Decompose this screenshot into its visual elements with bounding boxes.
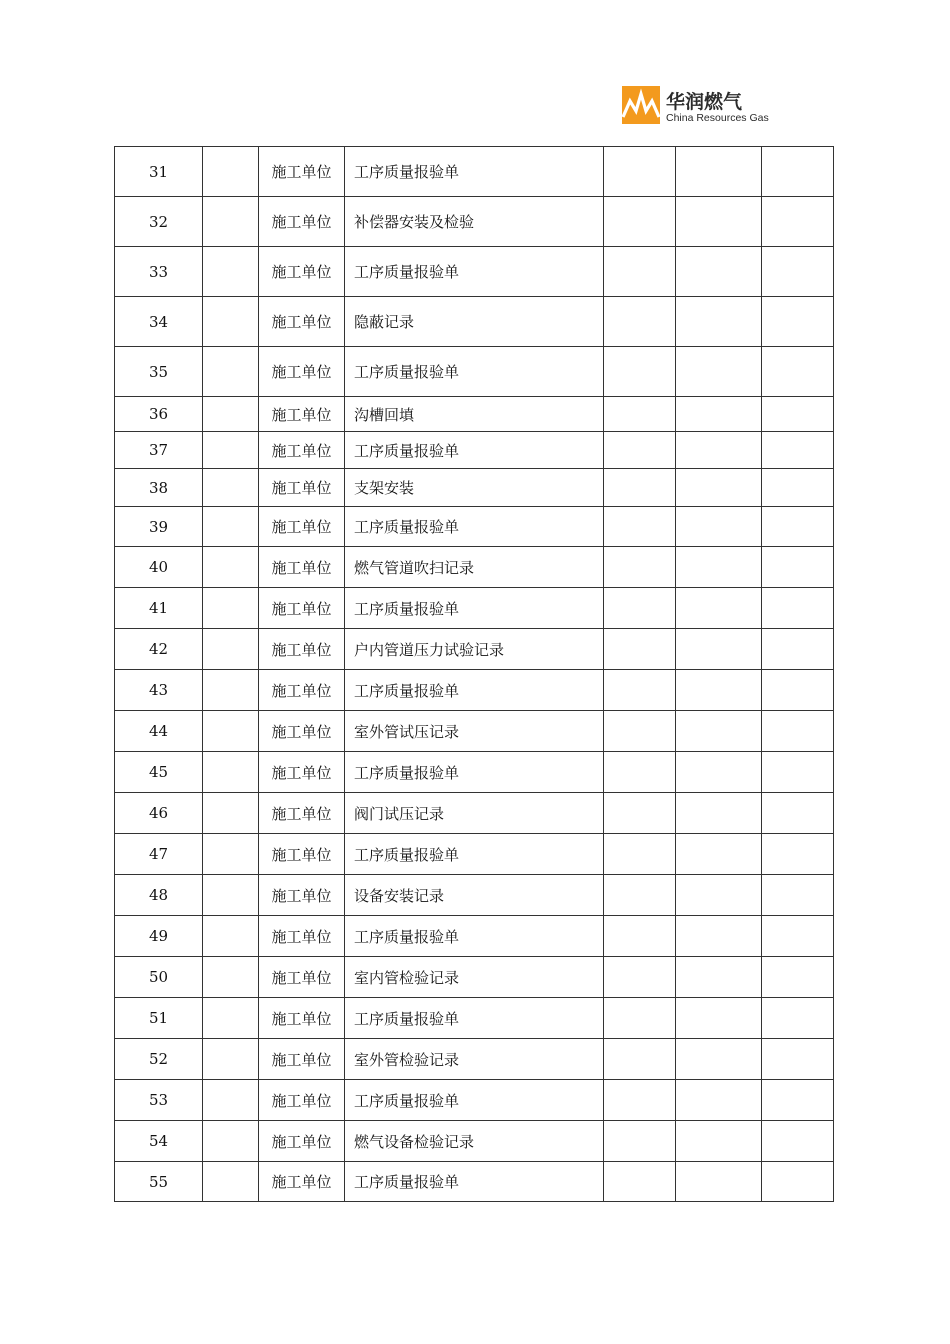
blank-cell xyxy=(604,1121,676,1162)
responsible-unit: 施工单位 xyxy=(259,469,345,507)
record-name: 工序质量报验单 xyxy=(345,998,604,1039)
blank-cell xyxy=(604,588,676,629)
blank-cell xyxy=(203,834,259,875)
blank-cell xyxy=(604,998,676,1039)
blank-cell xyxy=(604,397,676,432)
blank-cell xyxy=(762,793,834,834)
blank-cell xyxy=(676,1121,762,1162)
responsible-unit: 施工单位 xyxy=(259,793,345,834)
record-name: 补偿器安装及检验 xyxy=(345,197,604,247)
blank-cell xyxy=(676,247,762,297)
record-name: 工序质量报验单 xyxy=(345,247,604,297)
responsible-unit: 施工单位 xyxy=(259,432,345,469)
blank-cell xyxy=(676,998,762,1039)
row-number: 50 xyxy=(115,957,203,998)
record-name: 隐蔽记录 xyxy=(345,297,604,347)
blank-cell xyxy=(203,347,259,397)
blank-cell xyxy=(676,629,762,670)
record-name: 工序质量报验单 xyxy=(345,670,604,711)
responsible-unit: 施工单位 xyxy=(259,247,345,297)
blank-cell xyxy=(203,297,259,347)
blank-cell xyxy=(203,875,259,916)
table-row xyxy=(115,629,834,670)
responsible-unit: 施工单位 xyxy=(259,711,345,752)
blank-cell xyxy=(676,957,762,998)
blank-cell xyxy=(676,547,762,588)
table-row xyxy=(115,916,834,957)
record-name: 沟槽回填 xyxy=(345,397,604,432)
row-number: 37 xyxy=(115,432,203,469)
responsible-unit: 施工单位 xyxy=(259,1080,345,1121)
responsible-unit: 施工单位 xyxy=(259,957,345,998)
blank-cell xyxy=(604,197,676,247)
record-name: 工序质量报验单 xyxy=(345,1080,604,1121)
blank-cell xyxy=(203,197,259,247)
row-number: 39 xyxy=(115,507,203,547)
blank-cell xyxy=(203,1121,259,1162)
table-row xyxy=(115,957,834,998)
record-name: 室外管检验记录 xyxy=(345,1039,604,1080)
responsible-unit: 施工单位 xyxy=(259,347,345,397)
table-row xyxy=(115,247,834,297)
blank-cell xyxy=(604,793,676,834)
blank-cell xyxy=(762,197,834,247)
blank-cell xyxy=(203,1039,259,1080)
responsible-unit: 施工单位 xyxy=(259,629,345,670)
blank-cell xyxy=(762,507,834,547)
table-row xyxy=(115,711,834,752)
record-name: 工序质量报验单 xyxy=(345,147,604,197)
row-number: 46 xyxy=(115,793,203,834)
blank-cell xyxy=(203,247,259,297)
blank-cell xyxy=(762,547,834,588)
blank-cell xyxy=(604,247,676,297)
blank-cell xyxy=(676,197,762,247)
blank-cell xyxy=(762,397,834,432)
blank-cell xyxy=(676,834,762,875)
table-row xyxy=(115,1039,834,1080)
table-row xyxy=(115,432,834,469)
table-row xyxy=(115,507,834,547)
blank-cell xyxy=(762,1039,834,1080)
blank-cell xyxy=(203,998,259,1039)
blank-cell xyxy=(604,297,676,347)
record-name: 工序质量报验单 xyxy=(345,834,604,875)
responsible-unit: 施工单位 xyxy=(259,834,345,875)
blank-cell xyxy=(762,1121,834,1162)
table-row xyxy=(115,875,834,916)
blank-cell xyxy=(762,432,834,469)
blank-cell xyxy=(203,752,259,793)
record-name: 阀门试压记录 xyxy=(345,793,604,834)
blank-cell xyxy=(676,711,762,752)
record-name: 工序质量报验单 xyxy=(345,1162,604,1202)
table-row xyxy=(115,147,834,197)
table-row xyxy=(115,1162,834,1202)
blank-cell xyxy=(762,916,834,957)
record-name: 设备安装记录 xyxy=(345,875,604,916)
china-resources-mountain-icon xyxy=(622,86,660,124)
blank-cell xyxy=(203,588,259,629)
record-name: 燃气管道吹扫记录 xyxy=(345,547,604,588)
row-number: 44 xyxy=(115,711,203,752)
blank-cell xyxy=(604,507,676,547)
responsible-unit: 施工单位 xyxy=(259,916,345,957)
blank-cell xyxy=(676,432,762,469)
blank-cell xyxy=(203,916,259,957)
record-name: 室内管检验记录 xyxy=(345,957,604,998)
row-number: 43 xyxy=(115,670,203,711)
responsible-unit: 施工单位 xyxy=(259,875,345,916)
blank-cell xyxy=(676,670,762,711)
blank-cell xyxy=(676,397,762,432)
table-row xyxy=(115,998,834,1039)
blank-cell xyxy=(762,711,834,752)
record-name: 工序质量报验单 xyxy=(345,916,604,957)
blank-cell xyxy=(604,547,676,588)
table-row xyxy=(115,793,834,834)
blank-cell xyxy=(203,432,259,469)
blank-cell xyxy=(762,875,834,916)
row-number: 55 xyxy=(115,1162,203,1202)
table-row xyxy=(115,547,834,588)
row-number: 48 xyxy=(115,875,203,916)
blank-cell xyxy=(604,1162,676,1202)
records-table-body xyxy=(115,147,834,1202)
blank-cell xyxy=(676,588,762,629)
blank-cell xyxy=(676,469,762,507)
row-number: 36 xyxy=(115,397,203,432)
blank-cell xyxy=(762,347,834,397)
blank-cell xyxy=(676,147,762,197)
responsible-unit: 施工单位 xyxy=(259,297,345,347)
blank-cell xyxy=(604,1039,676,1080)
row-number: 51 xyxy=(115,998,203,1039)
blank-cell xyxy=(604,752,676,793)
blank-cell xyxy=(604,875,676,916)
table-row xyxy=(115,1080,834,1121)
blank-cell xyxy=(604,670,676,711)
blank-cell xyxy=(762,1080,834,1121)
responsible-unit: 施工单位 xyxy=(259,1121,345,1162)
row-number: 31 xyxy=(115,147,203,197)
row-number: 54 xyxy=(115,1121,203,1162)
row-number: 45 xyxy=(115,752,203,793)
blank-cell xyxy=(762,670,834,711)
responsible-unit: 施工单位 xyxy=(259,1039,345,1080)
row-number: 32 xyxy=(115,197,203,247)
table-row xyxy=(115,752,834,793)
row-number: 52 xyxy=(115,1039,203,1080)
table-row xyxy=(115,670,834,711)
records-table xyxy=(114,146,834,1202)
blank-cell xyxy=(676,1039,762,1080)
blank-cell xyxy=(604,916,676,957)
blank-cell xyxy=(203,670,259,711)
company-logo xyxy=(622,86,782,136)
blank-cell xyxy=(203,629,259,670)
responsible-unit: 施工单位 xyxy=(259,998,345,1039)
record-name: 燃气设备检验记录 xyxy=(345,1121,604,1162)
blank-cell xyxy=(762,834,834,875)
record-name: 工序质量报验单 xyxy=(345,588,604,629)
record-name: 工序质量报验单 xyxy=(345,507,604,547)
blank-cell xyxy=(203,1162,259,1202)
blank-cell xyxy=(604,957,676,998)
blank-cell xyxy=(762,297,834,347)
blank-cell xyxy=(762,629,834,670)
row-number: 47 xyxy=(115,834,203,875)
row-number: 34 xyxy=(115,297,203,347)
blank-cell xyxy=(203,711,259,752)
row-number: 49 xyxy=(115,916,203,957)
blank-cell xyxy=(203,507,259,547)
blank-cell xyxy=(676,752,762,793)
table-row xyxy=(115,197,834,247)
row-number: 38 xyxy=(115,469,203,507)
table-row xyxy=(115,834,834,875)
logo-english-name: China Resources Gas xyxy=(666,112,769,124)
blank-cell xyxy=(762,752,834,793)
record-name: 工序质量报验单 xyxy=(345,752,604,793)
blank-cell xyxy=(676,793,762,834)
blank-cell xyxy=(676,347,762,397)
responsible-unit: 施工单位 xyxy=(259,507,345,547)
blank-cell xyxy=(762,957,834,998)
blank-cell xyxy=(762,147,834,197)
blank-cell xyxy=(676,1162,762,1202)
table-row xyxy=(115,588,834,629)
blank-cell xyxy=(203,147,259,197)
blank-cell xyxy=(604,1080,676,1121)
responsible-unit: 施工单位 xyxy=(259,197,345,247)
table-row xyxy=(115,297,834,347)
record-name: 工序质量报验单 xyxy=(345,432,604,469)
blank-cell xyxy=(676,916,762,957)
record-name: 工序质量报验单 xyxy=(345,347,604,397)
blank-cell xyxy=(604,147,676,197)
table-row xyxy=(115,347,834,397)
responsible-unit: 施工单位 xyxy=(259,670,345,711)
table-row xyxy=(115,1121,834,1162)
blank-cell xyxy=(604,629,676,670)
responsible-unit: 施工单位 xyxy=(259,588,345,629)
blank-cell xyxy=(676,875,762,916)
row-number: 35 xyxy=(115,347,203,397)
blank-cell xyxy=(676,297,762,347)
blank-cell xyxy=(762,998,834,1039)
row-number: 40 xyxy=(115,547,203,588)
row-number: 42 xyxy=(115,629,203,670)
responsible-unit: 施工单位 xyxy=(259,1162,345,1202)
responsible-unit: 施工单位 xyxy=(259,547,345,588)
blank-cell xyxy=(762,247,834,297)
blank-cell xyxy=(203,957,259,998)
responsible-unit: 施工单位 xyxy=(259,752,345,793)
blank-cell xyxy=(676,1080,762,1121)
record-name: 室外管试压记录 xyxy=(345,711,604,752)
blank-cell xyxy=(604,469,676,507)
logo-chinese-name: 华润燃气 xyxy=(666,91,743,113)
blank-cell xyxy=(203,547,259,588)
blank-cell xyxy=(762,1162,834,1202)
blank-cell xyxy=(203,1080,259,1121)
table-row xyxy=(115,469,834,507)
blank-cell xyxy=(604,347,676,397)
responsible-unit: 施工单位 xyxy=(259,147,345,197)
row-number: 41 xyxy=(115,588,203,629)
blank-cell xyxy=(203,793,259,834)
responsible-unit: 施工单位 xyxy=(259,397,345,432)
row-number: 53 xyxy=(115,1080,203,1121)
blank-cell xyxy=(762,469,834,507)
table-row xyxy=(115,397,834,432)
blank-cell xyxy=(203,469,259,507)
blank-cell xyxy=(604,834,676,875)
row-number: 33 xyxy=(115,247,203,297)
blank-cell xyxy=(676,507,762,547)
record-name: 户内管道压力试验记录 xyxy=(345,629,604,670)
record-name: 支架安装 xyxy=(345,469,604,507)
blank-cell xyxy=(604,432,676,469)
blank-cell xyxy=(203,397,259,432)
blank-cell xyxy=(762,588,834,629)
blank-cell xyxy=(604,711,676,752)
